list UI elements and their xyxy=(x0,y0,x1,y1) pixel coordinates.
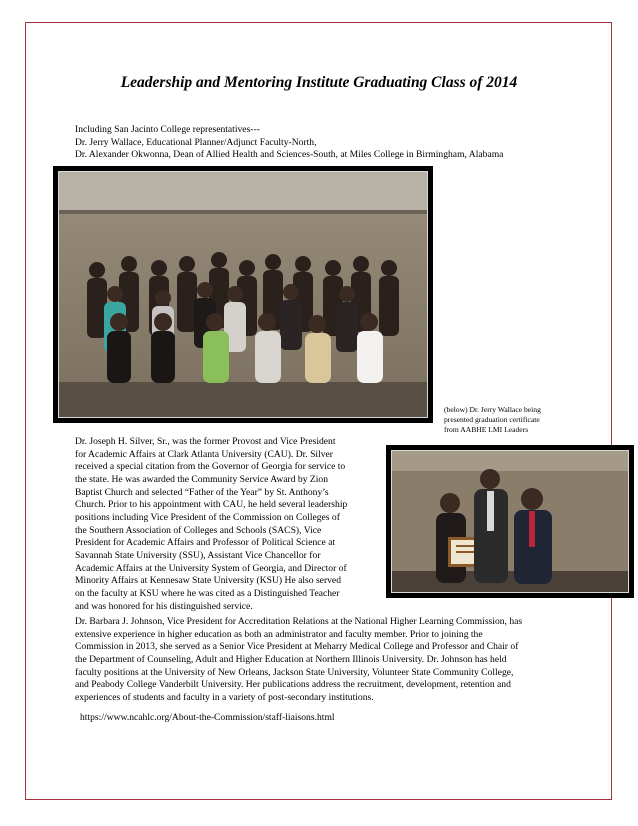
bio-line: and was honored for his distinguished service. xyxy=(75,600,253,612)
bio-line: positions including Vice President of the Commission on Colleges of xyxy=(75,511,340,523)
intro-text xyxy=(75,124,555,162)
bio-line: Commission in 2013, she served as a Senior Vice President at Meharry Medical College and Professor and Chair of xyxy=(75,641,519,653)
bio-line: faculty positions at the University of New Orleans, Jackson State University, Volunteer State Community College, xyxy=(75,666,514,678)
bio-line: the state. He was awarded the Community Service Award by Zion xyxy=(75,473,329,485)
staff-liaisons-link[interactable]: https://www.ncahlc.org/About-the-Commission/staff-liaisons.html xyxy=(80,712,335,723)
caption-line: (below) Dr. Jerry Wallace being xyxy=(444,405,541,414)
caption-line: presented graduation certificate xyxy=(444,415,540,425)
photo-caption xyxy=(444,405,574,436)
bio-line: the Department of Counseling, Adult and Higher Education at Northern Illinois University. Dr. Johnson has held xyxy=(75,653,507,665)
bio-line: Minority Affairs at Kennesaw State University (KSU) He also served xyxy=(75,575,341,587)
bio-line: Dr. Joseph H. Silver, Sr., was the former Provost and Vice President xyxy=(75,436,336,447)
bio-line: extensive experience in higher education as both an administrator and faculty member. Prior to joining the xyxy=(75,628,483,640)
bio-line: Savannah State University (SSU), Assistant Vice Chancellor for xyxy=(75,549,321,561)
bio-line: received a special citation from the Governor of Georgia for service to xyxy=(75,461,346,473)
intro-line: Including San Jacinto College representatives--- xyxy=(75,124,260,135)
bio-line: on the faculty at KSU where he was cited as a Distinguished Teacher xyxy=(75,587,340,599)
bio-line: the Southern Association of Colleges and Schools (SACS), Vice xyxy=(75,524,322,536)
johnson-bio xyxy=(75,616,565,705)
bio-line: for Academic Affairs at Clark Atlanta University (CAU). Dr. Silver xyxy=(75,448,333,460)
bio-line: and Peabody College Vanderbilt University. Her publications address the recruitment, development, retention and xyxy=(75,679,511,691)
intro-line: Dr. Alexander Okwonna, Dean of Allied Health and Sciences-South, at Miles College in Birmingham, Alabama xyxy=(75,149,504,161)
group-photo xyxy=(58,171,428,418)
bio-line: experiences of students and faculty in a variety of post-secondary institutions. xyxy=(75,691,374,703)
bio-line: President for Academic Affairs and Professor of Political Science at xyxy=(75,537,336,549)
award-photo-frame xyxy=(386,445,634,598)
caption-line: from AABHE LMI Leaders xyxy=(444,425,529,435)
bio-line: Dr. Barbara J. Johnson, Vice President for Accreditation Relations at the National Higher Learning Commission, has xyxy=(75,616,523,627)
intro-line: Dr. Jerry Wallace, Educational Planner/Adjunct Faculty-North, xyxy=(75,136,317,148)
bio-line: Church. Prior to his appointment with CAU, he held several leadership xyxy=(75,499,348,511)
award-photo xyxy=(391,450,629,593)
silver-bio xyxy=(75,436,385,613)
bio-line: Baptist Church and selected “Father of the Year” by St. Anthony’s xyxy=(75,486,329,498)
page-title: Leadership and Mentoring Institute Graduating Class of 2014 xyxy=(120,74,518,91)
bio-line: Academic Affairs at the University System of Georgia, and Director of xyxy=(75,562,347,574)
group-photo-frame xyxy=(53,166,433,423)
